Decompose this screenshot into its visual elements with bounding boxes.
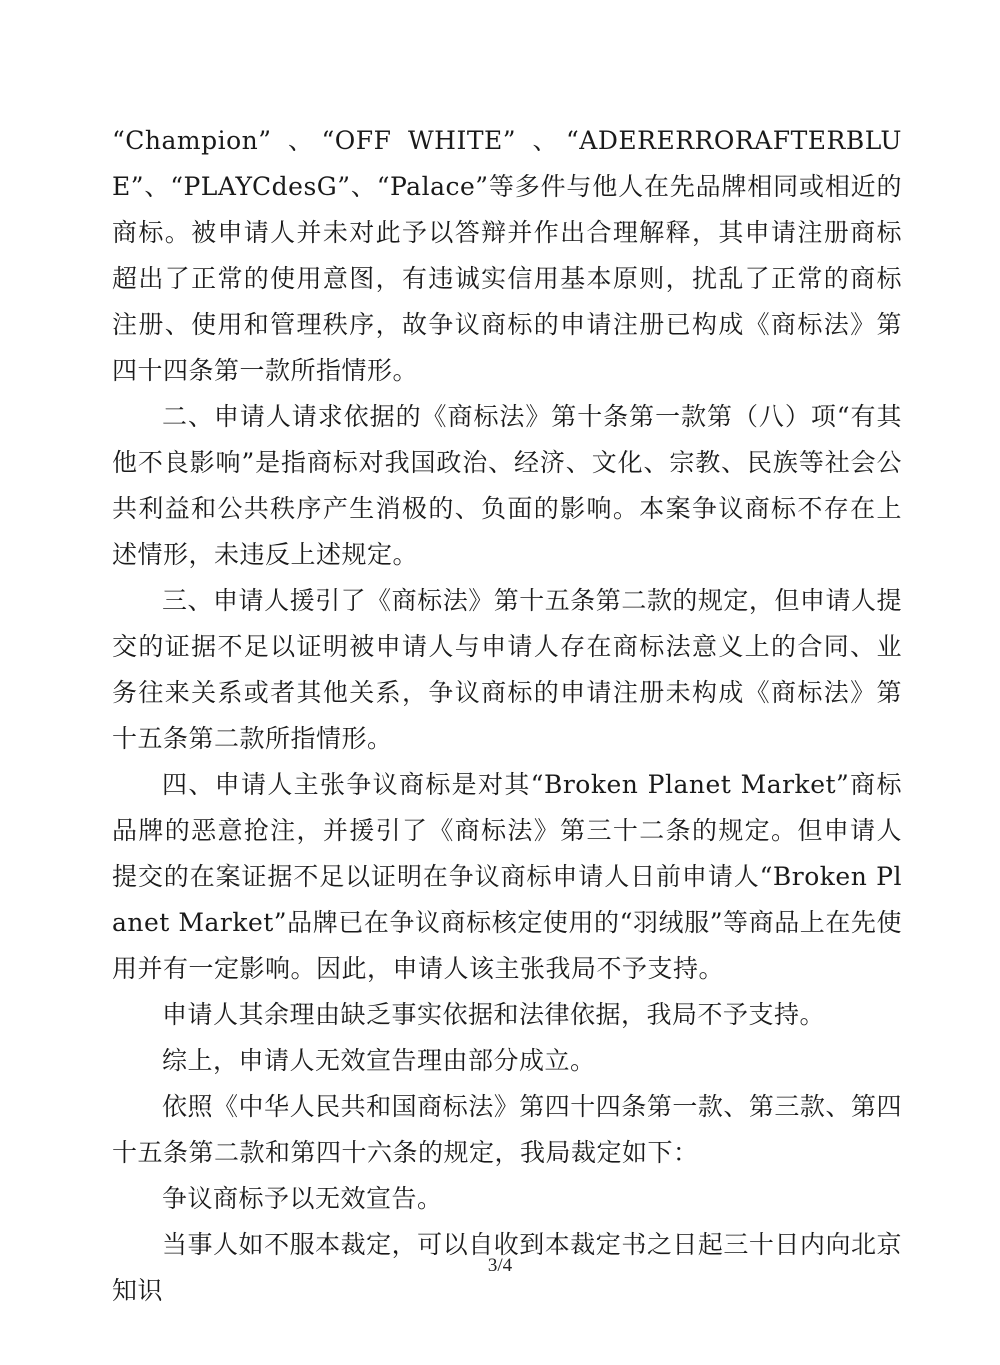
paragraph-1: “Champion” 、“OFF WHITE” 、“ADERERRORAFTERBLUE”、“PLAYCdesG”、“Palace”等多件与他人在先品牌相同或相近的商标。被申请人并未对此予以答辩并作出合理解释，其申请注册商标超出了正常的使用意图，有违诚实信用基本原则，扰乱了正常的商标注册、使用和管理秩序，故争议商标的申请注册已构成《商标法》第四十四条第一款所指情形。 [112, 126, 902, 385]
paragraph-6: 综上，申请人无效宣告理由部分成立。 [162, 1046, 596, 1075]
paragraph-3: 三、申请人援引了《商标法》第十五条第二款的规定，但申请人提交的证据不足以证明被申请人与申请人存在商标法意义上的合同、业务往来关系或者其他关系，争议商标的申请注册未构成《商标法》第十五条第二款所指情形。 [112, 586, 902, 753]
paragraph-4: 四、申请人主张争议商标是对其“Broken Planet Market”商标品牌的恶意抢注，并援引了《商标法》第三十二条的规定。但申请人提交的在案证据不足以证明在争议商标申请人日前申请人“Broken Planet Market”品牌已在争议商标核定使用的“羽绒服”等商品上在先使用并有一定影响。因此，申请人该主张我局不予支持。 [112, 770, 902, 983]
document-body [112, 118, 902, 1314]
paragraph-5: 申请人其余理由缺乏事实依据和法律依据，我局不予支持。 [162, 1000, 826, 1029]
paragraph-2: 二、申请人请求依据的《商标法》第十条第一款第（八）项“有其他不良影响”是指商标对我国政治、经济、文化、宗教、民族等社会公共利益和公共秩序产生消极的、负面的影响。本案争议商标不存在上述情形，未违反上述规定。 [112, 402, 902, 569]
paragraph-8: 争议商标予以无效宣告。 [162, 1184, 443, 1213]
page-number: 3/4 [487, 1255, 513, 1276]
paragraph-9: 当事人如不服本裁定，可以自收到本裁定书之日起三十日内向北京知识 [112, 1230, 902, 1305]
paragraph-7: 依照《中华人民共和国商标法》第四十四条第一款、第三款、第四十五条第二款和第四十六条的规定，我局裁定如下： [112, 1092, 902, 1167]
